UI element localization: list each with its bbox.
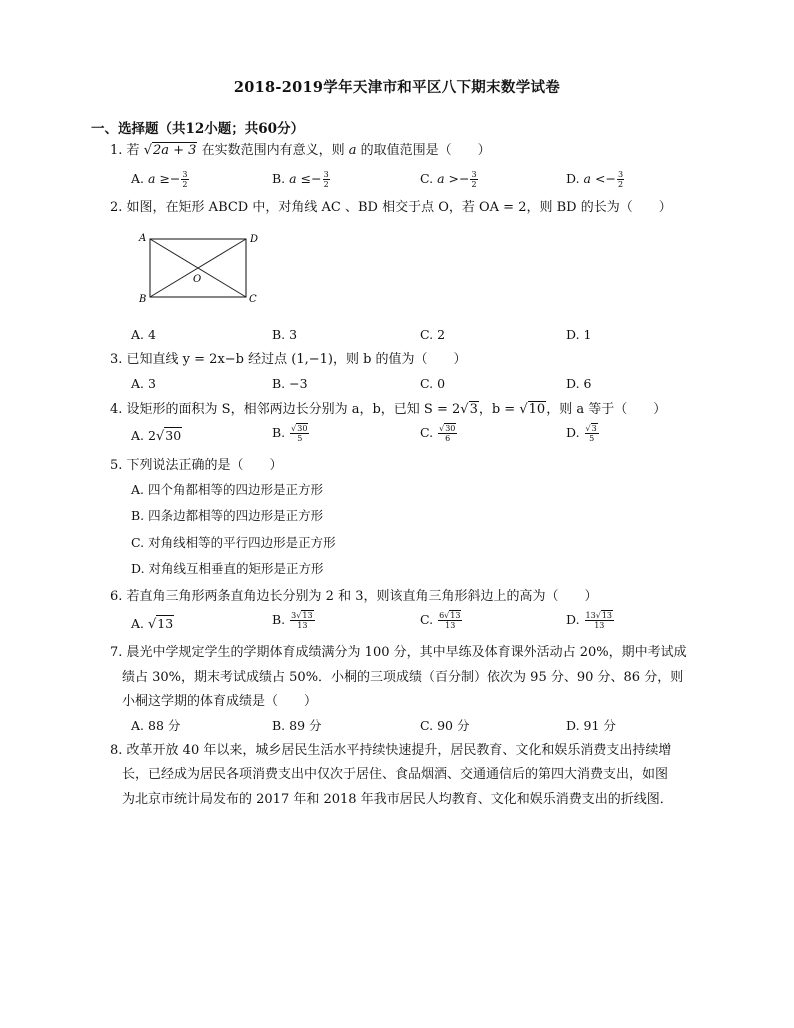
- option-value: 2: [437, 327, 446, 342]
- option-value: 四个角都相等的四边形是正方形: [148, 482, 324, 497]
- denominator: 2: [471, 180, 477, 189]
- option-label: D.: [566, 171, 580, 186]
- denominator: 6: [445, 434, 451, 443]
- question-text: 已知直线 y = 2x−b 经过点 (1,−1)，则 b 的值为（ ）: [126, 352, 467, 367]
- denominator: 5: [589, 434, 595, 443]
- option-c[interactable]: [420, 718, 469, 733]
- question-text: 若直角三角形两条直角边长分别为 2 和 3，则该直角三角形斜边上的高为（ ）: [126, 589, 598, 604]
- numerator: 3: [182, 170, 188, 179]
- option-label: D.: [131, 561, 145, 576]
- fraction: [585, 611, 614, 630]
- numerator: 3: [617, 170, 624, 179]
- fraction: [323, 170, 330, 189]
- center-label-o: O: [193, 274, 202, 285]
- option-d[interactable]: [566, 376, 592, 391]
- option-c[interactable]: [420, 376, 445, 391]
- question-7-line-3: 小桐这学期的体育成绩是（ ）: [122, 694, 318, 709]
- option-a[interactable]: [131, 327, 156, 342]
- variable: a: [437, 171, 445, 186]
- option-a[interactable]: [131, 376, 156, 391]
- option-label: B.: [272, 376, 286, 391]
- fraction: [290, 611, 314, 630]
- sqrt-symbol: √: [519, 402, 528, 417]
- question-number: 6.: [110, 589, 123, 604]
- option-d[interactable]: [566, 718, 616, 733]
- option-d[interactable]: [131, 561, 324, 576]
- question-text: 的取值范围是（ ）: [360, 143, 491, 158]
- option-label: B.: [131, 508, 145, 523]
- option-value: 1: [583, 327, 592, 342]
- operator: ≥: [159, 171, 170, 186]
- option-a[interactable]: [131, 428, 182, 444]
- option-c[interactable]: [420, 424, 458, 443]
- option-label: A.: [131, 171, 145, 186]
- option-label: D.: [566, 612, 580, 627]
- option-c[interactable]: [420, 611, 463, 630]
- sign: −: [311, 171, 322, 186]
- option-a[interactable]: [131, 170, 190, 189]
- variable: a: [148, 171, 156, 186]
- sqrt-symbol: √: [155, 429, 165, 444]
- coefficient: 13: [585, 611, 596, 620]
- fraction: [438, 611, 462, 630]
- option-b[interactable]: [272, 611, 316, 630]
- option-label: B.: [272, 612, 286, 627]
- option-label: C.: [420, 425, 434, 440]
- option-value: 3: [289, 327, 298, 342]
- denominator: 13: [594, 621, 605, 630]
- radicand: 2a + 3: [153, 143, 197, 158]
- option-value: 89 分: [289, 718, 322, 733]
- question-number: 2.: [110, 200, 123, 215]
- numerator: 13√13: [585, 611, 613, 620]
- denominator: 2: [617, 180, 624, 189]
- question-1: [110, 143, 491, 158]
- fraction: [585, 424, 599, 443]
- option-label: D.: [566, 376, 580, 391]
- question-number: 1.: [110, 143, 123, 158]
- option-b[interactable]: [131, 508, 323, 523]
- question-7-line-2: 绩占 30%，期末考试成绩占 50%．小桐的三项成绩（百分制）依次为 95 分、90 分、86 分，则: [122, 670, 684, 685]
- option-d[interactable]: [566, 170, 625, 189]
- option-label: C.: [420, 612, 434, 627]
- option-label: B.: [272, 327, 286, 342]
- option-value: 四条边都相等的四边形是正方形: [148, 508, 324, 523]
- option-value: 90 分: [437, 718, 470, 733]
- question-text: 改革开放 40 年以来，城乡居民生活水平持续快速提升，居民教育、文化和娱乐消费支出持续增: [126, 743, 672, 758]
- rectangle-figure: [134, 231, 266, 307]
- question-text: 在实数范围内有意义，则: [201, 143, 345, 158]
- variable: a: [348, 143, 357, 158]
- question-text: ，则 a 等于（ ）: [546, 402, 667, 417]
- denominator: 13: [297, 621, 308, 630]
- numerator: √3: [585, 424, 597, 433]
- fraction: [438, 424, 457, 443]
- question-text: 如图，在矩形 ABCD 中，对角线 AC 、BD 相交于点 O，若 OA = 2，则 BD 的长为（ ）: [126, 200, 672, 215]
- radicand: 3: [591, 424, 597, 433]
- coefficient: 2: [148, 428, 156, 443]
- vertex-label-d: D: [250, 234, 259, 245]
- denominator: 2: [323, 180, 329, 189]
- radicand: 13: [601, 611, 613, 620]
- option-label: C.: [420, 376, 434, 391]
- coefficient: 6: [439, 611, 445, 620]
- option-value: 6: [583, 376, 592, 391]
- question-text: 设矩形的面积为 S，相邻两边长分别为 a，b，已知 S = 2: [126, 402, 461, 417]
- operator: >: [448, 171, 459, 186]
- option-label: C.: [420, 327, 434, 342]
- option-b[interactable]: [272, 376, 308, 391]
- variable: a: [583, 171, 591, 186]
- question-8-line-1: [110, 743, 671, 758]
- radicand: 3: [469, 402, 478, 417]
- option-label: C.: [420, 171, 434, 186]
- option-label: B.: [272, 171, 286, 186]
- fraction: [181, 170, 188, 189]
- option-label: D.: [566, 327, 580, 342]
- radicand: 13: [157, 616, 174, 631]
- option-value: 4: [148, 327, 156, 342]
- option-a[interactable]: [131, 482, 323, 497]
- question-number: 8.: [110, 743, 123, 758]
- option-label: B.: [272, 425, 286, 440]
- option-value: 对角线互相垂直的矩形是正方形: [148, 561, 324, 576]
- numerator: 6√13: [439, 611, 461, 620]
- question-text: 晨光中学规定学生的学期体育成绩满分为 100 分，其中早练及体育课外活动占 20%，期中考试成: [126, 645, 687, 660]
- option-c[interactable]: [420, 170, 479, 189]
- denominator: 5: [297, 434, 303, 443]
- question-text: 下列说法正确的是（ ）: [126, 458, 283, 473]
- variable: a: [289, 171, 297, 186]
- question-number: 3.: [110, 352, 123, 367]
- sqrt-symbol: √: [148, 617, 157, 632]
- sign: −: [169, 171, 181, 186]
- option-value: 0: [437, 376, 446, 391]
- option-label: A.: [131, 616, 145, 631]
- option-d[interactable]: [566, 424, 600, 443]
- radicand: 30: [445, 424, 456, 433]
- question-2: [110, 200, 672, 215]
- option-c[interactable]: [131, 535, 336, 550]
- option-d[interactable]: [566, 611, 615, 630]
- option-value: 88 分: [148, 718, 181, 733]
- numerator: √30: [291, 424, 308, 433]
- numerator: 3: [323, 170, 329, 179]
- question-4: [110, 402, 666, 417]
- question-3: [110, 352, 467, 367]
- option-b[interactable]: [272, 170, 331, 189]
- page-title: 2018-2019学年天津市和平区八下期末数学试卷: [233, 79, 561, 96]
- question-number: 4.: [110, 402, 123, 417]
- option-value: −3: [289, 376, 308, 391]
- question-8-line-3: 为北京市统计局发布的 2017 年和 2018 年我市居民人均教育、文化和娱乐消费支出的折线图．: [122, 792, 673, 807]
- fraction: [290, 424, 309, 443]
- option-a[interactable]: [131, 718, 180, 733]
- fraction: [470, 170, 477, 189]
- option-label: A.: [131, 718, 145, 733]
- option-label: A.: [131, 428, 145, 443]
- option-label: A.: [131, 482, 145, 497]
- option-value: 3: [148, 376, 156, 391]
- radicand: 30: [165, 428, 182, 443]
- radicand: 13: [450, 611, 461, 620]
- option-label: B.: [272, 718, 286, 733]
- sign: −: [459, 171, 470, 186]
- sign: −: [605, 171, 616, 186]
- rectangle-diagram: [134, 231, 266, 307]
- radicand: 30: [297, 424, 308, 433]
- question-5: [110, 458, 283, 473]
- question-number: 7.: [110, 645, 123, 660]
- numerator: 3: [471, 170, 477, 179]
- question-6: [110, 589, 598, 604]
- question-8-line-2: 长，已经成为居民各项消费支出中仅次于居住、食品烟酒、交通通信后的第四大消费支出，如图: [122, 767, 669, 782]
- question-number: 5.: [110, 458, 123, 473]
- question-7-line-1: [110, 645, 687, 660]
- option-c[interactable]: [420, 327, 445, 342]
- option-label: A.: [131, 327, 145, 342]
- sqrt-symbol: √: [143, 143, 152, 158]
- option-a[interactable]: [131, 616, 174, 632]
- option-value: 91 分: [583, 718, 616, 733]
- option-d[interactable]: [566, 327, 592, 342]
- option-label: A.: [131, 376, 145, 391]
- denominator: 13: [445, 621, 456, 630]
- radicand: 10: [528, 402, 546, 417]
- numerator: 3√13: [291, 611, 313, 620]
- coefficient: 3: [291, 611, 297, 620]
- section-heading: 一、选择题（共12小题；共60分）: [91, 121, 305, 137]
- question-text: ，b =: [478, 402, 516, 417]
- option-b[interactable]: [272, 424, 310, 443]
- vertex-label-c: C: [249, 294, 257, 305]
- vertex-label-a: A: [139, 233, 147, 244]
- option-label: D.: [566, 718, 580, 733]
- option-label: D.: [566, 425, 580, 440]
- numerator: √30: [439, 424, 456, 433]
- question-text: 若: [126, 143, 140, 158]
- denominator: 2: [182, 180, 188, 189]
- option-label: C.: [420, 718, 434, 733]
- sqrt-symbol: √: [460, 402, 469, 417]
- operator: <: [594, 171, 606, 186]
- option-value: 对角线相等的平行四边形是正方形: [148, 535, 336, 550]
- operator: ≤: [300, 171, 312, 186]
- fraction: [617, 170, 624, 189]
- option-b[interactable]: [272, 327, 297, 342]
- radicand: 13: [302, 611, 313, 620]
- option-label: C.: [131, 535, 145, 550]
- vertex-label-b: B: [139, 294, 147, 305]
- option-b[interactable]: [272, 718, 322, 733]
